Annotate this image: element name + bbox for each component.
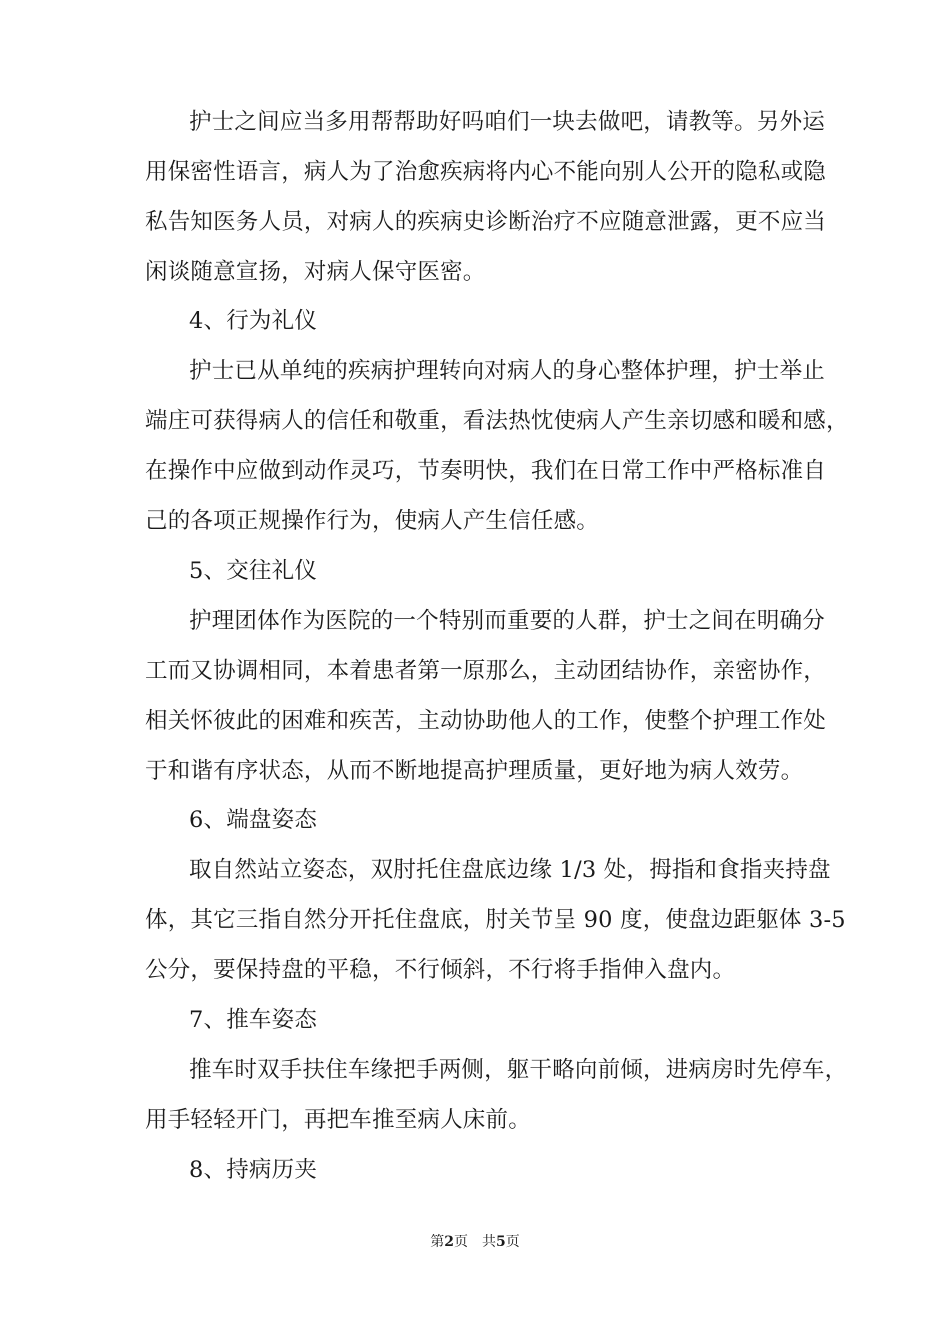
paragraph-line: 端庄可获得病人的信任和敬重，看法热忱使病人产生亲切感和暖和感， [145,408,849,434]
page-number-suffix: 页 [505,1234,520,1250]
paragraph-line: 己的各项正规操作行为，使病人产生信任感。 [145,508,600,534]
section-heading: 8、持病历夹 [189,1157,318,1183]
paragraph-line: 体，其它三指自然分开托住盘底，肘关节呈 90 度，使盘边距躯体 3-5 [145,907,846,933]
page-number-total: 5 [496,1234,506,1250]
page-number-mid: 页 共 [454,1234,496,1250]
page-footer [0,1232,950,1252]
paragraph-line: 相关怀彼此的困难和疾苦，主动协助他人的工作，使整个护理工作处 [145,708,827,734]
paragraph-line: 用保密性语言，病人为了治愈疾病将内心不能向别人公开的隐私或隐 [145,159,827,185]
paragraph-line: 工而又协调相同，本着患者第一原那么，主动团结协作，亲密协作， [145,658,827,684]
paragraph-line: 用手轻轻开门，再把车推至病人床前。 [145,1107,531,1133]
page-number-current: 2 [444,1234,454,1250]
paragraph-line: 护士已从单纯的疾病护理转向对病人的身心整体护理，护士举止 [189,358,825,384]
section-heading: 5、交往礼仪 [189,558,318,584]
paragraph-line: 闲谈随意宣扬，对病人保守医密。 [145,259,486,285]
paragraph-line: 于和谐有序状态，从而不断地提高护理质量，更好地为病人效劳。 [145,758,804,784]
paragraph-line: 护士之间应当多用帮帮助好吗咱们一块去做吧，请教等。另外运 [189,109,825,135]
paragraph-line: 取自然站立姿态，双肘托住盘底边缘 1/3 处，拇指和食指夹持盘 [189,857,831,883]
page-number-prefix: 第 [430,1234,445,1250]
paragraph-line: 在操作中应做到动作灵巧，节奏明快，我们在日常工作中严格标准自 [145,458,827,484]
section-heading: 4、行为礼仪 [189,308,318,334]
paragraph-line: 推车时双手扶住车缘把手两侧，躯干略向前倾，进病房时先停车， [189,1057,848,1083]
section-heading: 6、端盘姿态 [189,807,318,833]
paragraph-line: 私告知医务人员，对病人的疾病史诊断治疗不应随意泄露，更不应当 [145,209,827,235]
paragraph-line: 护理团体作为医院的一个特别而重要的人群，护士之间在明确分 [189,608,825,634]
section-heading: 7、推车姿态 [189,1007,318,1033]
paragraph-line: 公分，要保持盘的平稳，不行倾斜，不行将手指伸入盘内。 [145,957,736,983]
